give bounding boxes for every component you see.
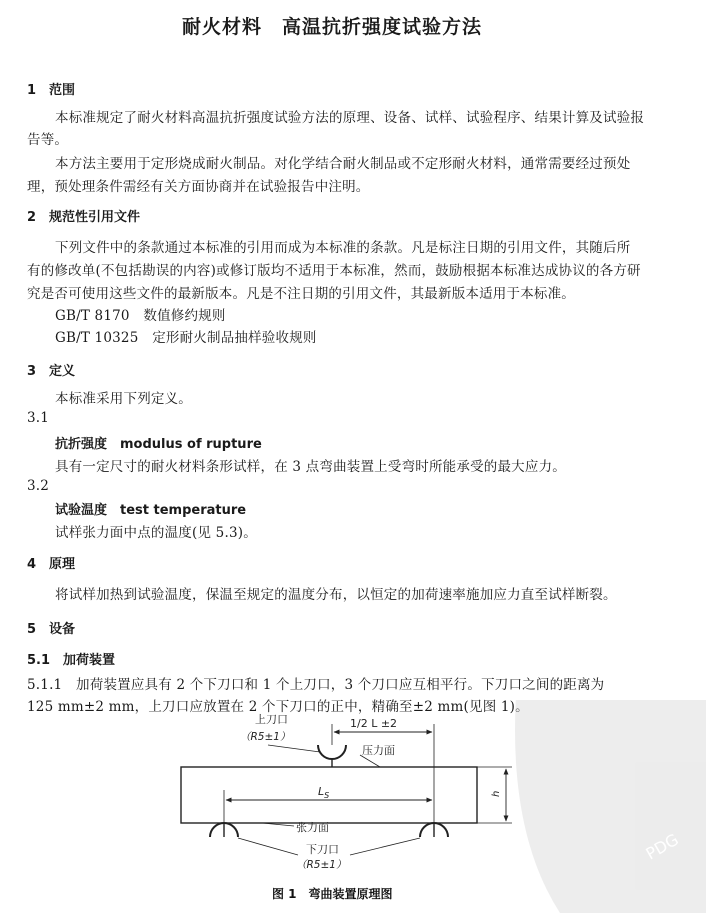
span-label-main: L (318, 785, 325, 798)
figure-caption: 图 1 弯曲装置原理图 (272, 887, 393, 901)
library-watermark (515, 700, 706, 913)
section-1-para-1-line-1: 本标准规定了耐火材料高温抗折强度试验方法的原理、设备、试样、试验程序、结果计算及试验报 (55, 110, 645, 126)
span-label (318, 785, 329, 800)
term-modulus-of-rupture: 抗折强度 modulus of rupture (55, 437, 262, 452)
section-1-heading: 1 范围 (27, 83, 76, 98)
section-5-heading: 5 设备 (27, 622, 76, 637)
section-3-heading: 3 定义 (27, 364, 76, 379)
clause-3-1-number: 3.1 (27, 410, 50, 426)
lower-knife-radius-label: （R5±1） (296, 859, 347, 871)
span-label-sub: S (324, 791, 330, 800)
section-1-para-2-line-2: 理，预处理条件需经有关方面协商并在试验报告中注明。 (27, 179, 370, 195)
half-span-label: 1/2 L ±2 (350, 717, 398, 730)
tension-face-label: 张力面 (296, 821, 329, 834)
section-2-heading: 2 规范性引用文件 (27, 210, 141, 225)
section-4-para: 将试样加热到试验温度，保温至规定的温度分布，以恒定的加荷速率施加应力直至试样断裂。 (55, 587, 617, 603)
bending-apparatus-figure (0, 700, 706, 913)
clause-3-2-number: 3.2 (27, 478, 50, 494)
lower-knife-label: 下刀口 (306, 843, 339, 856)
section-2-para-line-1: 下列文件中的条款通过本标准的引用而成为本标准的条款。凡是标注日期的引用文件，其随后所 (55, 240, 631, 256)
height-label: h (491, 790, 502, 797)
upper-knife-radius-label: （R5±1） (240, 731, 291, 743)
reference-gbt-8170: GB/T 8170 数值修约规则 (55, 308, 226, 324)
upper-knife-label: 上刀口 (255, 713, 288, 726)
clause-5-1-1-line-1: 5.1.1 加荷装置应具有 2 个下刀口和 1 个上刀口，3 个刀口应互相平行。下刀口之间的距离为 (27, 677, 605, 693)
reference-gbt-10325: GB/T 10325 定形耐火制品抽样验收规则 (55, 330, 317, 346)
upper-knife-edge (318, 745, 346, 759)
compression-face-label: 压力面 (362, 744, 395, 757)
section-1-para-2-line-1: 本方法主要用于定形烧成耐火制品。对化学结合耐火制品或不定形耐火材料，通常需要经过预处 (55, 156, 631, 172)
document-title: 耐火材料 高温抗折强度试验方法 (182, 16, 483, 38)
watermark-text: PDG (642, 829, 682, 864)
section-3-intro: 本标准采用下列定义。 (55, 391, 192, 407)
section-2-para-line-3: 究是否可使用这些文件的最新版本。凡是不注日期的引用文件，其最新版本适用于本标准。 (27, 286, 575, 302)
section-2-para-line-2: 有的修改单(不包括勘误的内容)或修订版均不适用于本标准，然而，鼓励根据本标准达成协议的各方研 (27, 263, 641, 279)
section-1-para-1-line-2: 告等。 (27, 132, 69, 148)
term-test-temperature: 试验温度 test temperature (55, 503, 247, 518)
definition-modulus-of-rupture: 具有一定尺寸的耐火材料条形试样，在 3 点弯曲装置上受弯时所能承受的最大应力。 (55, 459, 566, 475)
section-4-heading: 4 原理 (27, 557, 76, 572)
subsection-5-1-heading: 5.1 加荷装置 (27, 653, 116, 668)
definition-test-temperature: 试样张力面中点的温度(见 5.3)。 (55, 525, 257, 541)
clause-5-1-1-line-2: 125 mm±2 mm，上刀口应放置在 2 个下刀口的正中，精确至±2 mm(见图 1)。 (27, 699, 529, 715)
